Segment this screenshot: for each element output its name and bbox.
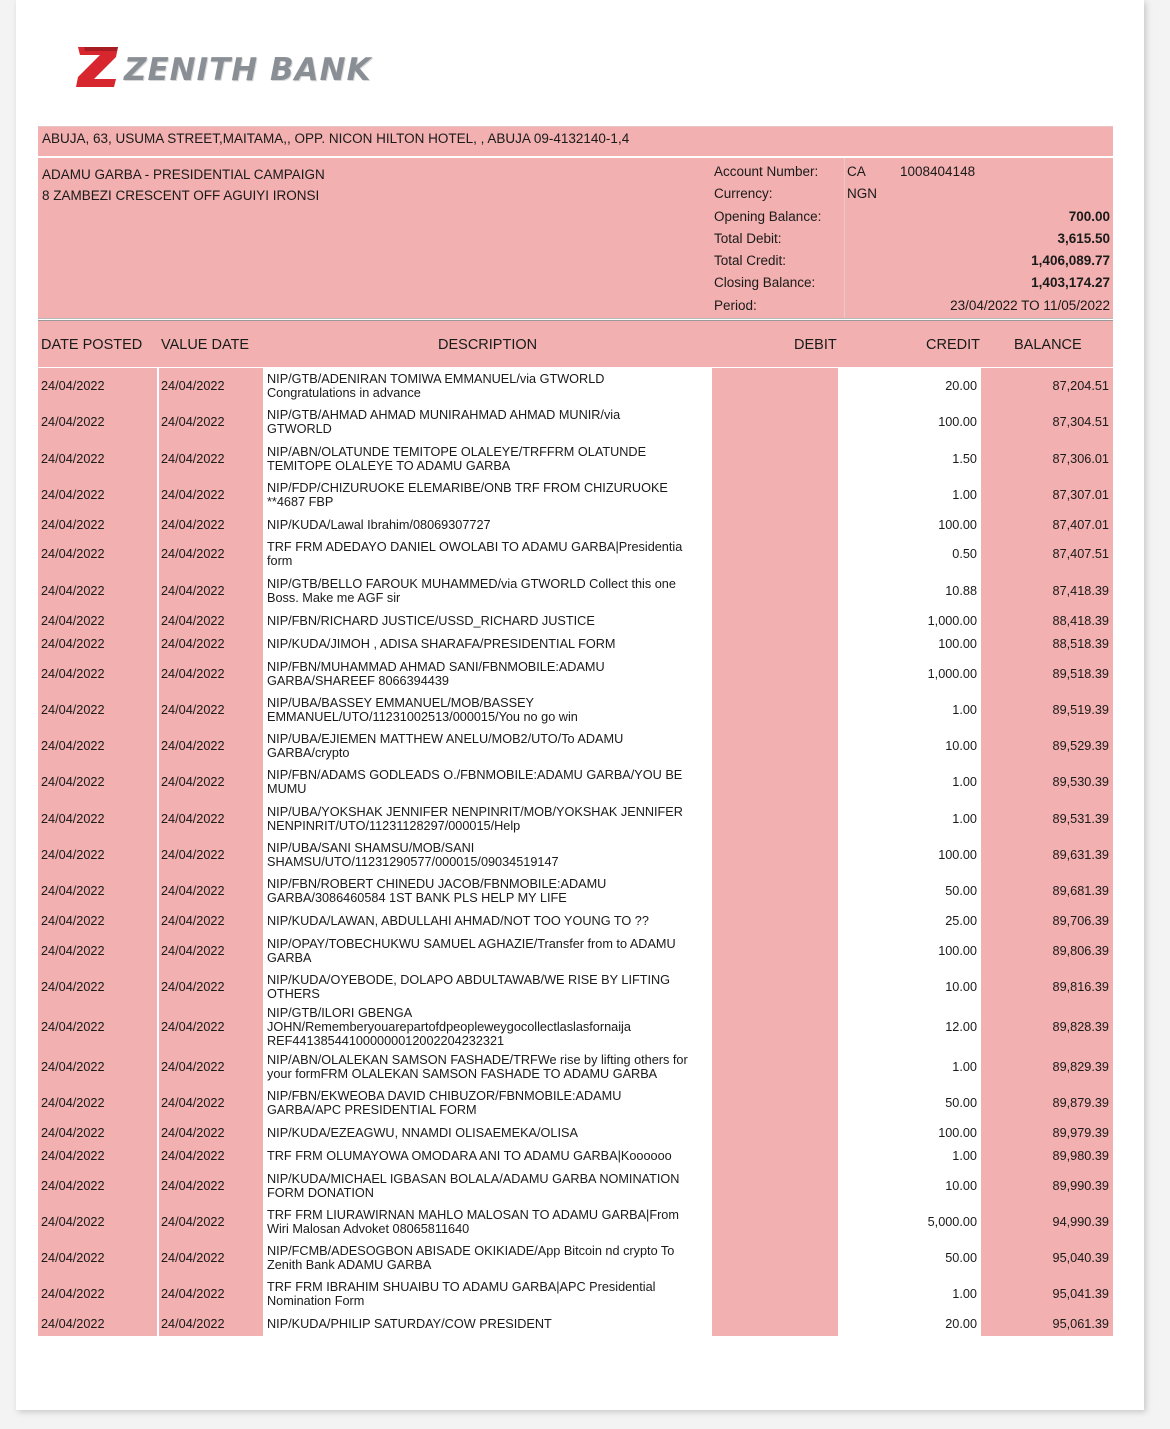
credit-amount: 100.00 bbox=[938, 943, 977, 958]
balance-amount: 95,040.39 bbox=[1052, 1251, 1109, 1266]
value-date: 24/04/2022 bbox=[161, 1095, 225, 1110]
credit-amount: 25.00 bbox=[945, 913, 977, 928]
balance-amount: 89,518.39 bbox=[1052, 666, 1109, 681]
credit-amount: 1.00 bbox=[952, 1059, 977, 1074]
total-debit: 3,615.50 bbox=[1057, 230, 1110, 246]
description-line: NIP/KUDA/EZEAGWU, NNAMDI OLISAEMEKA/OLISA bbox=[267, 1125, 578, 1140]
date-posted: 24/04/2022 bbox=[41, 1178, 105, 1193]
balance-amount: 89,980.39 bbox=[1052, 1148, 1109, 1163]
currency-label: Currency: bbox=[714, 186, 773, 202]
date-posted: 24/04/2022 bbox=[41, 1215, 105, 1229]
value-date: 24/04/2022 bbox=[161, 847, 225, 862]
value-date: 24/04/2022 bbox=[161, 811, 225, 826]
credit-amount: 1.00 bbox=[952, 1287, 977, 1302]
credit-amount: 20.00 bbox=[945, 1317, 977, 1332]
credit-amount: 1,000.00 bbox=[927, 666, 977, 681]
value-date: 24/04/2022 bbox=[161, 451, 225, 466]
date-posted: 24/04/2022 bbox=[41, 583, 105, 598]
value-date: 24/04/2022 bbox=[161, 1317, 225, 1332]
table-row bbox=[38, 656, 1113, 692]
transactions-table bbox=[38, 368, 1113, 1336]
transaction-description bbox=[267, 877, 707, 905]
transaction-description bbox=[267, 1280, 707, 1308]
description-line: SHAMSU/UTO/11231290577/000015/09034519147 bbox=[267, 854, 559, 869]
description-line: NIP/FBN/MUHAMMAD AHMAD SANI/FBNMOBILE:ADAMU bbox=[267, 659, 605, 674]
value-date: 24/04/2022 bbox=[161, 636, 225, 651]
transaction-description bbox=[267, 1006, 707, 1048]
date-posted: 24/04/2022 bbox=[41, 1287, 105, 1302]
credit-amount: 12.00 bbox=[945, 1019, 977, 1034]
transaction-description bbox=[267, 481, 707, 509]
transaction-description bbox=[267, 372, 707, 400]
credit-amount: 1.00 bbox=[952, 811, 977, 826]
credit-amount: 100.00 bbox=[938, 1125, 977, 1140]
transaction-description bbox=[267, 1208, 707, 1236]
balance-amount: 89,681.39 bbox=[1052, 884, 1109, 899]
value-date: 24/04/2022 bbox=[161, 1178, 225, 1193]
table-row bbox=[38, 909, 1113, 932]
value-date: 24/04/2022 bbox=[161, 1019, 225, 1034]
description-line: GARBA/crypto bbox=[267, 746, 350, 761]
date-posted: 24/04/2022 bbox=[41, 487, 105, 502]
balance-amount: 87,306.01 bbox=[1052, 451, 1109, 466]
credit-amount: 50.00 bbox=[945, 884, 977, 899]
credit-amount: 10.00 bbox=[945, 980, 977, 995]
table-row bbox=[38, 609, 1113, 632]
table-row bbox=[38, 368, 1113, 404]
table-row bbox=[38, 801, 1113, 837]
transaction-description bbox=[267, 1126, 707, 1140]
balance-amount: 89,519.39 bbox=[1052, 702, 1109, 717]
date-posted: 24/04/2022 bbox=[41, 811, 105, 826]
currency: NGN bbox=[847, 186, 877, 202]
transaction-description bbox=[267, 1149, 707, 1163]
balance-amount: 89,631.39 bbox=[1052, 847, 1109, 862]
description-line: EMMANUEL/UTO/11231002513/000015/You no go win bbox=[267, 709, 578, 724]
description-line: OTHERS bbox=[267, 987, 320, 1002]
credit-amount: 1.50 bbox=[952, 451, 977, 466]
statement-period: 23/04/2022 TO 11/05/2022 bbox=[950, 297, 1110, 313]
description-line: GARBA bbox=[267, 950, 312, 965]
col-credit: CREDIT bbox=[926, 337, 980, 353]
description-line: NIP/KUDA/MICHAEL IGBASAN BOLALA/ADAMU GARBA NOMINATION bbox=[267, 1171, 680, 1186]
balance-amount: 88,518.39 bbox=[1052, 636, 1109, 651]
date-posted: 24/04/2022 bbox=[41, 702, 105, 717]
description-line: GARBA/APC PRESIDENTIAL FORM bbox=[267, 1102, 477, 1117]
table-row bbox=[38, 1204, 1113, 1240]
value-date: 24/04/2022 bbox=[161, 415, 225, 430]
account-header bbox=[38, 158, 1113, 319]
account-summary bbox=[714, 161, 1113, 317]
table-row bbox=[38, 837, 1113, 873]
credit-amount: 50.00 bbox=[945, 1095, 977, 1110]
balance-amount: 89,979.39 bbox=[1052, 1125, 1109, 1140]
description-line: NIP/FBN/RICHARD JUSTICE/USSD_RICHARD JUSTICE bbox=[267, 613, 595, 628]
value-date: 24/04/2022 bbox=[161, 943, 225, 958]
date-posted: 24/04/2022 bbox=[41, 1019, 105, 1034]
description-line: REF441385441000000012002204232321 bbox=[267, 1033, 505, 1048]
credit-amount: 1,000.00 bbox=[927, 613, 977, 628]
value-date: 24/04/2022 bbox=[161, 379, 225, 394]
transaction-description bbox=[267, 408, 707, 436]
date-posted: 24/04/2022 bbox=[41, 1125, 105, 1140]
date-posted: 24/04/2022 bbox=[41, 775, 105, 790]
table-header bbox=[38, 320, 1113, 367]
description-line: NENPINRIT/UTO/11231128297/000015/Help bbox=[267, 818, 521, 833]
transaction-description bbox=[267, 540, 707, 568]
date-posted: 24/04/2022 bbox=[41, 379, 105, 394]
balance-amount: 89,806.39 bbox=[1052, 943, 1109, 958]
value-date: 24/04/2022 bbox=[161, 1251, 225, 1266]
credit-amount: 10.00 bbox=[945, 1178, 977, 1193]
col-description: DESCRIPTION bbox=[438, 337, 538, 353]
table-row bbox=[38, 513, 1113, 536]
description-line: NIP/OPAY/TOBECHUKWU SAMUEL AGHAZIE/Transfer from to ADAMU bbox=[267, 936, 676, 951]
credit-amount: 0.50 bbox=[952, 547, 977, 562]
closing-balance: 1,403,174.27 bbox=[1031, 275, 1110, 291]
description-line: NIP/FBN/ROBERT CHINEDU JACOB/FBNMOBILE:ADAMU bbox=[267, 877, 607, 892]
description-line: TRF FRM IBRAHIM SHUAIBU TO ADAMU GARBA|APC Presidential bbox=[267, 1280, 656, 1295]
credit-amount: 100.00 bbox=[938, 636, 977, 651]
transaction-description bbox=[267, 805, 707, 833]
transaction-description bbox=[267, 914, 707, 928]
credit-amount: 20.00 bbox=[945, 379, 977, 394]
account-holder-address: 8 ZAMBEZI CRESCENT OFF AGUIYI IRONSI bbox=[42, 188, 320, 203]
balance-amount: 89,529.39 bbox=[1052, 739, 1109, 754]
table-row bbox=[38, 1313, 1113, 1336]
description-line: NIP/UBA/SANI SHAMSU/MOB/SANI bbox=[267, 840, 475, 855]
value-date: 24/04/2022 bbox=[161, 1287, 225, 1302]
description-line: **4687 FBP bbox=[267, 494, 334, 509]
credit-amount: 50.00 bbox=[945, 1251, 977, 1266]
description-line: NIP/KUDA/Lawal Ibrahim/08069307727 bbox=[267, 517, 491, 532]
date-posted: 24/04/2022 bbox=[41, 1059, 105, 1074]
balance-amount: 87,204.51 bbox=[1052, 379, 1109, 394]
table-row bbox=[38, 873, 1113, 909]
description-line: Boss. Make me AGF sir bbox=[267, 590, 401, 605]
account-type: CA bbox=[847, 164, 866, 179]
value-date: 24/04/2022 bbox=[161, 583, 225, 598]
balance-amount: 95,041.39 bbox=[1052, 1287, 1109, 1302]
description-line: NIP/FDP/CHIZURUOKE ELEMARIBE/ONB TRF FROM CHIZURUOKE bbox=[267, 480, 668, 495]
date-posted: 24/04/2022 bbox=[41, 517, 105, 532]
credit-amount: 100.00 bbox=[938, 847, 977, 862]
credit-amount: 1.00 bbox=[952, 775, 977, 790]
total-credit-label: Total Credit: bbox=[714, 253, 787, 269]
description-line: NIP/KUDA/PHILIP SATURDAY/COW PRESIDENT bbox=[267, 1317, 552, 1332]
transaction-description bbox=[267, 1089, 707, 1117]
credit-amount: 10.88 bbox=[945, 583, 977, 598]
date-posted: 24/04/2022 bbox=[41, 884, 105, 899]
period-label: Period: bbox=[714, 297, 757, 313]
description-line: Congratulations in advance bbox=[267, 386, 421, 401]
balance-amount: 88,418.39 bbox=[1052, 613, 1109, 628]
value-date: 24/04/2022 bbox=[161, 666, 225, 681]
balance-amount: 94,990.39 bbox=[1052, 1215, 1109, 1229]
value-date: 24/04/2022 bbox=[161, 739, 225, 754]
date-posted: 24/04/2022 bbox=[41, 1095, 105, 1110]
table-row bbox=[38, 1168, 1113, 1204]
transaction-description bbox=[267, 660, 707, 688]
value-date: 24/04/2022 bbox=[161, 884, 225, 899]
description-line: NIP/UBA/YOKSHAK JENNIFER NENPINRIT/MOB/YOKSHAK JENNIFER bbox=[267, 804, 683, 819]
description-line: Zenith Bank ADAMU GARBA bbox=[267, 1258, 432, 1273]
table-row bbox=[38, 477, 1113, 513]
description-line: NIP/GTB/ILORI GBENGA bbox=[267, 1005, 413, 1020]
description-line: Nomination Form bbox=[267, 1294, 365, 1309]
balance-amount: 89,530.39 bbox=[1052, 775, 1109, 790]
value-date: 24/04/2022 bbox=[161, 702, 225, 717]
date-posted: 24/04/2022 bbox=[41, 847, 105, 862]
account-holder-name: ADAMU GARBA - PRESIDENTIAL CAMPAIGN bbox=[42, 167, 325, 182]
table-row bbox=[38, 632, 1113, 655]
table-row bbox=[38, 1240, 1113, 1276]
description-line: GTWORLD bbox=[267, 422, 332, 437]
table-row bbox=[38, 933, 1113, 969]
credit-amount: 1.00 bbox=[952, 487, 977, 502]
transaction-description bbox=[267, 1172, 707, 1200]
description-line: NIP/FBN/ADAMS GODLEADS O./FBNMOBILE:ADAMU GARBA/YOU BE bbox=[267, 768, 683, 783]
date-posted: 24/04/2022 bbox=[41, 636, 105, 651]
value-date: 24/04/2022 bbox=[161, 913, 225, 928]
transaction-description bbox=[267, 445, 707, 473]
value-date: 24/04/2022 bbox=[161, 775, 225, 790]
table-row bbox=[38, 536, 1113, 572]
date-posted: 24/04/2022 bbox=[41, 739, 105, 754]
balance-amount: 89,990.39 bbox=[1052, 1178, 1109, 1193]
credit-amount: 100.00 bbox=[938, 415, 977, 430]
table-row bbox=[38, 969, 1113, 1005]
transaction-description bbox=[267, 841, 707, 869]
table-row bbox=[38, 573, 1113, 609]
balance-amount: 87,407.01 bbox=[1052, 517, 1109, 532]
table-row bbox=[38, 1276, 1113, 1312]
description-line: TEMITOPE OLALEYE TO ADAMU GARBA bbox=[267, 458, 511, 473]
date-posted: 24/04/2022 bbox=[41, 547, 105, 562]
balance-amount: 87,418.39 bbox=[1052, 583, 1109, 598]
balance-amount: 87,407.51 bbox=[1052, 547, 1109, 562]
description-line: NIP/ABN/OLALEKAN SAMSON FASHADE/TRFWe rise by lifting others for bbox=[267, 1052, 688, 1067]
account-number: 1008404148 bbox=[900, 164, 976, 179]
credit-amount: 10.00 bbox=[945, 739, 977, 754]
table-row bbox=[38, 1085, 1113, 1121]
total-credit: 1,406,089.77 bbox=[1031, 253, 1110, 269]
value-date: 24/04/2022 bbox=[161, 613, 225, 628]
table-row bbox=[38, 728, 1113, 764]
credit-amount: 1.00 bbox=[952, 702, 977, 717]
balance-amount: 89,828.39 bbox=[1052, 1019, 1109, 1034]
transaction-description bbox=[267, 518, 707, 532]
table-row bbox=[38, 1048, 1113, 1084]
description-line: NIP/KUDA/JIMOH , ADISA SHARAFA/PRESIDENTIAL FORM bbox=[267, 636, 616, 651]
table-row bbox=[38, 404, 1113, 440]
transaction-description bbox=[267, 577, 707, 605]
description-line: NIP/GTB/AHMAD AHMAD MUNIRAHMAD AHMAD MUNIR/via bbox=[267, 408, 621, 423]
transaction-description bbox=[267, 1317, 707, 1331]
description-line: GARBA/3086460584 1ST BANK PLS HELP MY LIFE bbox=[267, 891, 567, 906]
col-date-posted: DATE POSTED bbox=[41, 337, 143, 353]
description-line: NIP/ABN/OLATUNDE TEMITOPE OLALEYE/TRFFRM OLATUNDE bbox=[267, 444, 647, 459]
branch-address: ABUJA, 63, USUMA STREET,MAITAMA,, OPP. NICON HILTON HOTEL, , ABUJA 09-4132140-1,4 bbox=[38, 126, 1113, 156]
balance-amount: 95,061.39 bbox=[1052, 1317, 1109, 1332]
description-line: NIP/UBA/EJIEMEN MATTHEW ANELU/MOB2/UTO/To ADAMU bbox=[267, 732, 624, 747]
value-date: 24/04/2022 bbox=[161, 1148, 225, 1163]
date-posted: 24/04/2022 bbox=[41, 1251, 105, 1266]
transaction-description bbox=[267, 937, 707, 965]
col-debit: DEBIT bbox=[794, 337, 837, 353]
table-row bbox=[38, 692, 1113, 728]
credit-amount: 1.00 bbox=[952, 1148, 977, 1163]
date-posted: 24/04/2022 bbox=[41, 415, 105, 430]
table-row bbox=[38, 440, 1113, 476]
col-balance: BALANCE bbox=[1014, 337, 1082, 353]
balance-amount: 89,531.39 bbox=[1052, 811, 1109, 826]
table-row bbox=[38, 1005, 1113, 1048]
zenith-logo bbox=[76, 38, 372, 94]
description-line: your formFRM OLALEKAN SAMSON FASHADE TO ADAMU GARBA bbox=[267, 1066, 658, 1081]
value-date: 24/04/2022 bbox=[161, 487, 225, 502]
description-line: TRF FRM OLUMAYOWA OMODARA ANI TO ADAMU GARBA|Koooooo bbox=[267, 1148, 672, 1163]
table-row bbox=[38, 764, 1113, 800]
description-line: TRF FRM LIURAWIRNAN MAHLO MALOSAN TO ADAMU GARBA|From bbox=[267, 1208, 679, 1222]
value-date: 24/04/2022 bbox=[161, 1059, 225, 1074]
closing-balance-label: Closing Balance: bbox=[714, 275, 816, 291]
balance-amount: 89,706.39 bbox=[1052, 913, 1109, 928]
date-posted: 24/04/2022 bbox=[41, 1317, 105, 1332]
transaction-description bbox=[267, 614, 707, 628]
value-date: 24/04/2022 bbox=[161, 1125, 225, 1140]
balance-amount: 87,307.01 bbox=[1052, 487, 1109, 502]
date-posted: 24/04/2022 bbox=[41, 666, 105, 681]
balance-amount: 87,304.51 bbox=[1052, 415, 1109, 430]
date-posted: 24/04/2022 bbox=[41, 451, 105, 466]
zenith-z-icon bbox=[76, 43, 122, 89]
date-posted: 24/04/2022 bbox=[41, 943, 105, 958]
transaction-description bbox=[267, 1244, 707, 1272]
transaction-description bbox=[267, 1053, 707, 1081]
credit-amount: 100.00 bbox=[938, 517, 977, 532]
opening-balance-label: Opening Balance: bbox=[714, 208, 822, 224]
description-line: NIP/GTB/BELLO FAROUK MUHAMMED/via GTWORLD Collect this one bbox=[267, 576, 676, 591]
opening-balance: 700.00 bbox=[1068, 208, 1110, 224]
description-line: TRF FRM ADEDAYO DANIEL OWOLABI TO ADAMU GARBA|Presidentia bbox=[267, 540, 683, 555]
description-line: NIP/KUDA/OYEBODE, DOLAPO ABDULTAWAB/WE RISE BY LIFTING bbox=[267, 973, 671, 988]
transaction-description bbox=[267, 637, 707, 651]
date-posted: 24/04/2022 bbox=[41, 913, 105, 928]
description-line: NIP/FCMB/ADESOGBON ABISADE OKIKIADE/App Bitcoin nd crypto To bbox=[267, 1244, 675, 1259]
bank-name: ZENITH BANK bbox=[124, 52, 372, 88]
balance-amount: 89,816.39 bbox=[1052, 980, 1109, 995]
transaction-description bbox=[267, 696, 707, 724]
description-line: GARBA/SHAREEF 8066394439 bbox=[267, 673, 449, 688]
balance-amount: 89,879.39 bbox=[1052, 1095, 1109, 1110]
description-line: form bbox=[267, 554, 293, 569]
description-line: NIP/GTB/ADENIRAN TOMIWA EMMANUEL/via GTWORLD bbox=[267, 372, 605, 387]
transaction-description bbox=[267, 768, 707, 796]
description-line: FORM DONATION bbox=[267, 1185, 374, 1200]
total-debit-label: Total Debit: bbox=[714, 230, 782, 246]
description-line: Wiri Malosan Advoket 08065811640 bbox=[267, 1222, 470, 1236]
description-line: JOHN/Rememberyouarepartofdpeopleweygocollectlaslasfornaija bbox=[267, 1019, 631, 1034]
value-date: 24/04/2022 bbox=[161, 517, 225, 532]
balance-amount: 89,829.39 bbox=[1052, 1059, 1109, 1074]
date-posted: 24/04/2022 bbox=[41, 613, 105, 628]
transaction-description bbox=[267, 732, 707, 760]
col-value-date: VALUE DATE bbox=[161, 337, 250, 353]
account-number-label: Account Number: bbox=[714, 164, 819, 179]
description-line: NIP/UBA/BASSEY EMMANUEL/MOB/BASSEY bbox=[267, 695, 534, 710]
description-line: NIP/KUDA/LAWAN, ABDULLAHI AHMAD/NOT TOO YOUNG TO ?? bbox=[267, 913, 649, 928]
date-posted: 24/04/2022 bbox=[41, 980, 105, 995]
value-date: 24/04/2022 bbox=[161, 1215, 225, 1229]
date-posted: 24/04/2022 bbox=[41, 1148, 105, 1163]
description-line: NIP/FBN/EKWEOBA DAVID CHIBUZOR/FBNMOBILE:ADAMU bbox=[267, 1088, 622, 1103]
value-date: 24/04/2022 bbox=[161, 547, 225, 562]
transaction-description bbox=[267, 973, 707, 1001]
table-row bbox=[38, 1121, 1113, 1144]
credit-amount: 5,000.00 bbox=[927, 1215, 977, 1229]
value-date: 24/04/2022 bbox=[161, 980, 225, 995]
description-line: MUMU bbox=[267, 782, 307, 797]
table-row bbox=[38, 1144, 1113, 1167]
